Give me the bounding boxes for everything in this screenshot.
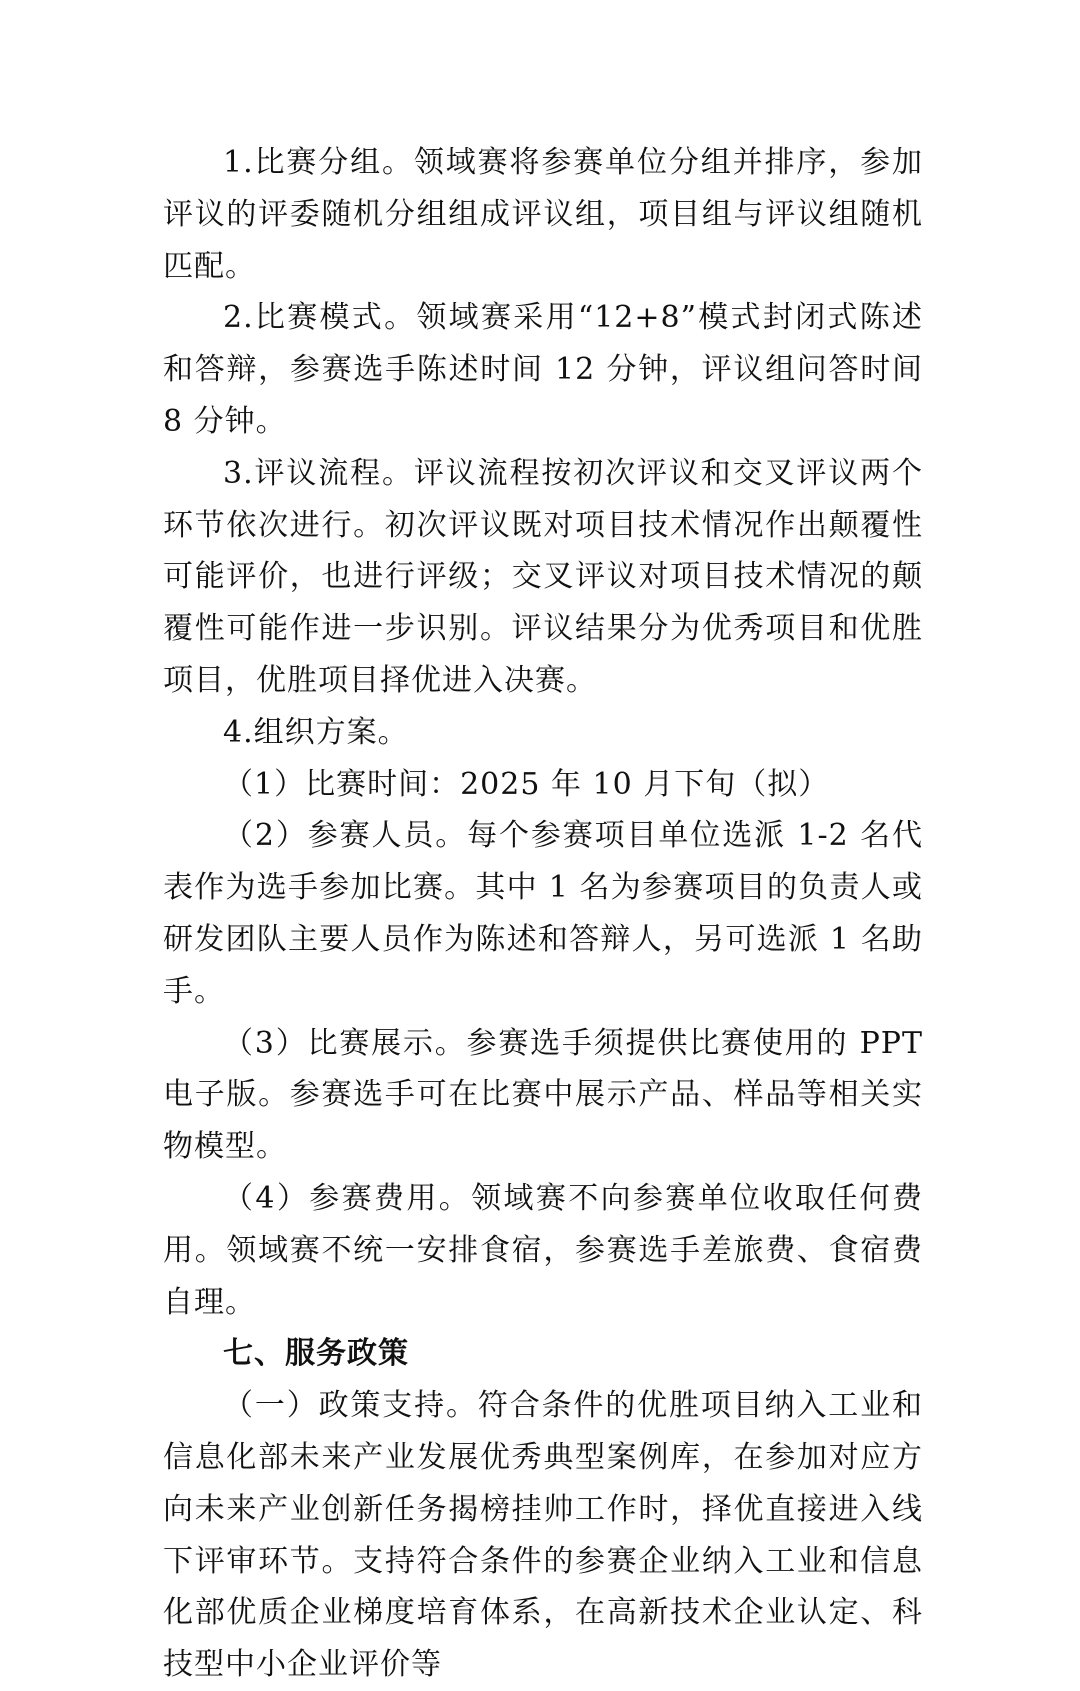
- document-body: [163, 137, 923, 1691]
- paragraph-organization-plan: 4.组织方案。: [223, 714, 409, 750]
- section-heading-service-policy: 七、服务政策: [223, 1336, 409, 1372]
- paragraph-review-process: 3.评议流程。评议流程按初次评议和交叉评议两个环节依次进行。初次评议既对项目技术情况作出颠覆性可能评价，也进行评级；交叉评议对项目技术情况的颠覆性可能作进一步识别。评议结果分为优秀项目和优胜项目，优胜项目择优进入决赛。: [163, 455, 923, 698]
- paragraph-presentation: （3）比赛展示。参赛选手须提供比赛使用的 PPT 电子版。参赛选手可在比赛中展示产品、样品等相关实物模型。: [163, 1025, 923, 1165]
- paragraph-fees: （4）参赛费用。领域赛不向参赛单位收取任何费用。领域赛不统一安排食宿，参赛选手差旅费、食宿费自理。: [163, 1180, 923, 1320]
- paragraph-competition-grouping: 1.比赛分组。领域赛将参赛单位分组并排序，参加评议的评委随机分组组成评议组，项目组与评议组随机匹配。: [163, 145, 923, 284]
- paragraph-competition-time: （1）比赛时间：2025 年 10 月下旬（拟）: [223, 766, 830, 802]
- paragraph-policy-support: （一）政策支持。符合条件的优胜项目纳入工业和信息化部未来产业发展优秀典型案例库，在参加对应方向未来产业创新任务揭榜挂帅工作时，择优直接进入线下评审环节。支持符合条件的参赛企业纳入工业和信息化部优质企业梯度培育体系，在高新技术企业认定、科技型中小企业评价等: [163, 1388, 923, 1683]
- paragraph-competition-mode: 2.比赛模式。领域赛采用“12+8”模式封闭式陈述和答辩，参赛选手陈述时间 12 分钟，评议组问答时间 8 分钟。: [163, 300, 923, 439]
- paragraph-participants: （2）参赛人员。每个参赛项目单位选派 1-2 名代表作为选手参加比赛。其中 1 名为参赛项目的负责人或研发团队主要人员作为陈述和答辩人，另可选派 1 名助手。: [163, 818, 923, 1009]
